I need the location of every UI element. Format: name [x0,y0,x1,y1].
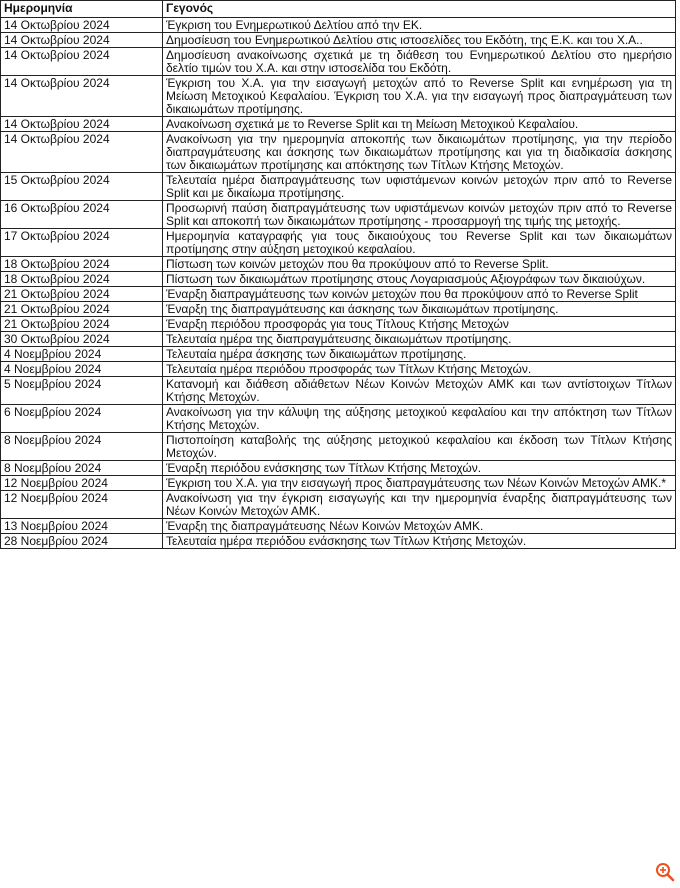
row-event: Έναρξη της διαπραγμάτευσης και άσκησης των δικαιωμάτων προτίμησης. [163,302,676,317]
table-row [1,534,676,549]
row-date: 14 Οκτωβρίου 2024 [1,117,163,132]
row-event: Τελευταία ημέρα περιόδου προσφοράς των Τίτλων Κτήσης Μετοχών. [163,362,676,377]
table-body [1,18,676,549]
row-date: 4 Νοεμβρίου 2024 [1,347,163,362]
table-row [1,272,676,287]
row-date: 5 Νοεμβρίου 2024 [1,377,163,405]
row-date: 28 Νοεμβρίου 2024 [1,534,163,549]
header-date: Ημερομηνία [1,1,163,18]
table-row [1,257,676,272]
table-row [1,347,676,362]
table-row [1,405,676,433]
row-event: Τελευταία ημέρα διαπραγμάτευσης των υφιστάμενων κοινών μετοχών πριν από το Reverse Split και με δικαίωμα προτίμησης. [163,173,676,201]
row-event: Έναρξη διαπραγμάτευσης των κοινών μετοχών που θα προκύψουν από το Reverse Split [163,287,676,302]
table-row [1,461,676,476]
table-row [1,48,676,76]
table-row [1,362,676,377]
row-event: Ανακοίνωση για την κάλυψη της αύξησης μετοχικού κεφαλαίου και την απόκτηση των Τίτλων Κτήσης Μετοχών. [163,405,676,433]
row-date: 8 Νοεμβρίου 2024 [1,461,163,476]
row-date: 4 Νοεμβρίου 2024 [1,362,163,377]
row-event: Τελευταία ημέρα άσκησης των δικαιωμάτων προτίμησης. [163,347,676,362]
table-row [1,173,676,201]
row-event: Ημερομηνία καταγραφής για τους δικαιούχους του Reverse Split και των δικαιωμάτων προτίμησης στην αύξηση μετοχικού κεφαλαίου. [163,229,676,257]
row-date: 8 Νοεμβρίου 2024 [1,433,163,461]
table-row [1,18,676,33]
header-event: Γεγονός [163,1,676,18]
row-event: Έγκριση του Ενημερωτικού Δελτίου από την ΕΚ. [163,18,676,33]
row-date: 15 Οκτωβρίου 2024 [1,173,163,201]
table-row [1,302,676,317]
row-date: 21 Οκτωβρίου 2024 [1,287,163,302]
row-date: 18 Οκτωβρίου 2024 [1,272,163,287]
row-event: Πιστοποίηση καταβολής της αύξησης μετοχικού κεφαλαίου και έκδοση των Τίτλων Κτήσης Μετοχών. [163,433,676,461]
row-event: Τελευταία ημέρα περιόδου ενάσκησης των Τίτλων Κτήσης Μετοχών. [163,534,676,549]
row-event: Ανακοίνωση σχετικά με το Reverse Split και τη Μείωση Μετοχικού Κεφαλαίου. [163,117,676,132]
table-row [1,476,676,491]
row-date: 13 Νοεμβρίου 2024 [1,519,163,534]
row-event: Έναρξη της διαπραγμάτευσης Νέων Κοινών Μετοχών ΑΜΚ. [163,519,676,534]
row-date: 14 Οκτωβρίου 2024 [1,132,163,173]
row-event: Έγκριση του Χ.Α. για την εισαγωγή προς διαπραγμάτευσης των Νέων Κοινών Μετοχών ΑΜΚ.* [163,476,676,491]
row-date: 16 Οκτωβρίου 2024 [1,201,163,229]
zoom-in-button[interactable] [654,861,676,883]
table-row [1,132,676,173]
row-event: Δημοσίευση ανακοίνωσης σχετικά με τη διάθεση του Ενημερωτικού Δελτίου στο ημερήσιο δελτίο τιμών του Χ.Α. και στην ιστοσελίδα του Εκδότη. [163,48,676,76]
table-row [1,491,676,519]
row-event: Έναρξη περιόδου προσφοράς για τους Τίτλους Κτήσης Μετοχών [163,317,676,332]
table-row [1,33,676,48]
table-row [1,433,676,461]
row-date: 12 Νοεμβρίου 2024 [1,491,163,519]
table-row [1,287,676,302]
table-row [1,229,676,257]
row-event: Πίστωση των δικαιωμάτων προτίμησης στους Λογαριασμούς Αξιογράφων των δικαιούχων. [163,272,676,287]
table-header-row [1,1,676,18]
row-date: 17 Οκτωβρίου 2024 [1,229,163,257]
row-event: Δημοσίευση του Ενημερωτικού Δελτίου στις ιστοσελίδες του Εκδότη, της Ε.Κ. και του Χ.Α.. [163,33,676,48]
row-date: 14 Οκτωβρίου 2024 [1,18,163,33]
table-row [1,317,676,332]
row-event: Τελευταία ημέρα της διαπραγμάτευσης δικαιωμάτων προτίμησης. [163,332,676,347]
row-date: 12 Νοεμβρίου 2024 [1,476,163,491]
row-date: 6 Νοεμβρίου 2024 [1,405,163,433]
row-date: 21 Οκτωβρίου 2024 [1,302,163,317]
row-event: Προσωρινή παύση διαπραγμάτευσης των υφιστάμενων κοινών μετοχών πριν από το Reverse Split και αποκοπή των δικαιωμάτων προτίμησης - προσαρμογή της τιμής της μετοχής. [163,201,676,229]
row-event: Έναρξη περιόδου ενάσκησης των Τίτλων Κτήσης Μετοχών. [163,461,676,476]
table-row [1,201,676,229]
row-date: 14 Οκτωβρίου 2024 [1,76,163,117]
row-event: Ανακοίνωση για την ημερομηνία αποκοπής των δικαιωμάτων προτίμησης, για την περίοδο διαπραγμάτευσης και άσκησης των δικαιωμάτων προτίμησης και για τη διαδικασία άσκησης των δικαιωμάτων προτίμησης και απόκτησης των Τίτλων Κτήσης Μετοχών. [163,132,676,173]
table-row [1,377,676,405]
table-row [1,117,676,132]
row-date: 14 Οκτωβρίου 2024 [1,48,163,76]
table-row [1,76,676,117]
row-date: 30 Οκτωβρίου 2024 [1,332,163,347]
row-date: 14 Οκτωβρίου 2024 [1,33,163,48]
table-row [1,519,676,534]
row-event: Έγκριση του Χ.Α. για την εισαγωγή μετοχών από το Reverse Split και ενημέρωση για τη Μείωση Μετοχικού Κεφαλαίου. Έγκριση του Χ.Α. για την εισαγωγή προς διαπραγμάτευση των δικαιωμάτων προτίμησης. [163,76,676,117]
row-event: Ανακοίνωση για την έγκριση εισαγωγής και την ημερομηνία έναρξης διαπραγμάτευσης των Νέων Κοινών Μετοχών ΑΜΚ. [163,491,676,519]
row-date: 18 Οκτωβρίου 2024 [1,257,163,272]
row-event: Πίστωση των κοινών μετοχών που θα προκύψουν από το Reverse Split. [163,257,676,272]
row-date: 21 Οκτωβρίου 2024 [1,317,163,332]
table-row [1,332,676,347]
row-event: Κατανομή και διάθεση αδιάθετων Νέων Κοινών Μετοχών ΑΜΚ και των αντίστοιχων Τίτλων Κτήσης Μετοχών. [163,377,676,405]
zoom-in-icon [654,861,676,883]
